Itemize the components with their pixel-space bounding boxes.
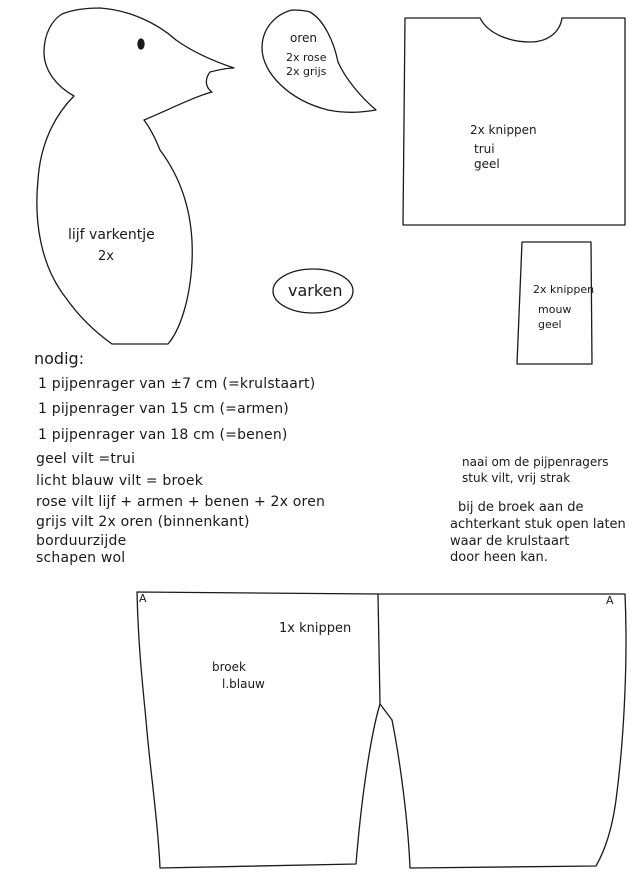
pants-color: l.blauw	[222, 677, 265, 691]
sleeve-color: geel	[538, 318, 562, 331]
pants-mark-right: A	[606, 594, 614, 607]
pants-pattern-outline-right	[378, 594, 626, 868]
sleeve-count: 2x knippen	[533, 283, 595, 296]
needs-item: schapen wol	[36, 550, 126, 566]
note-line: achterkant stuk open laten	[450, 517, 626, 532]
body-label: lijf varkentje	[68, 227, 155, 243]
sweater-pattern-outline	[403, 18, 625, 225]
needs-heading: nodig:	[34, 349, 85, 368]
ear-label: oren	[290, 31, 317, 45]
note-line: waar de krulstaart	[450, 534, 570, 549]
needs-item: 1 pijpenrager van 18 cm (=benen)	[38, 427, 288, 443]
needs-item: rose vilt lijf + armen + benen + 2x oren	[36, 494, 326, 510]
note-line: door heen kan.	[450, 550, 548, 565]
sweater-name: trui	[474, 142, 495, 156]
note-line: naai om de pijpenragers	[462, 455, 609, 469]
eye-mark	[138, 39, 144, 49]
needs-item: borduurzijde	[36, 533, 127, 549]
note-line: stuk vilt, vrij strak	[462, 471, 571, 485]
pattern-title: varken	[288, 281, 343, 300]
needs-item: grijs vilt 2x oren (binnenkant)	[36, 514, 250, 530]
sweater-color: geel	[474, 157, 500, 171]
note-line: bij de broek aan de	[458, 500, 584, 515]
body-pattern-outline	[37, 8, 234, 344]
needs-item: geel vilt =trui	[36, 451, 136, 467]
pants-mark-left: A	[139, 592, 147, 605]
ear-line1: 2x rose	[286, 51, 327, 64]
needs-item: 1 pijpenrager van 15 cm (=armen)	[38, 401, 289, 417]
needs-item: 1 pijpenrager van ±7 cm (=krulstaart)	[38, 376, 316, 392]
ear-line2: 2x grijs	[286, 65, 327, 78]
pants-count: 1x knippen	[279, 621, 352, 636]
body-count: 2x	[98, 249, 114, 264]
needs-item: licht blauw vilt = broek	[36, 473, 204, 489]
sweater-count: 2x knippen	[470, 123, 537, 137]
sleeve-name: mouw	[538, 303, 572, 316]
pants-name: broek	[212, 660, 246, 674]
